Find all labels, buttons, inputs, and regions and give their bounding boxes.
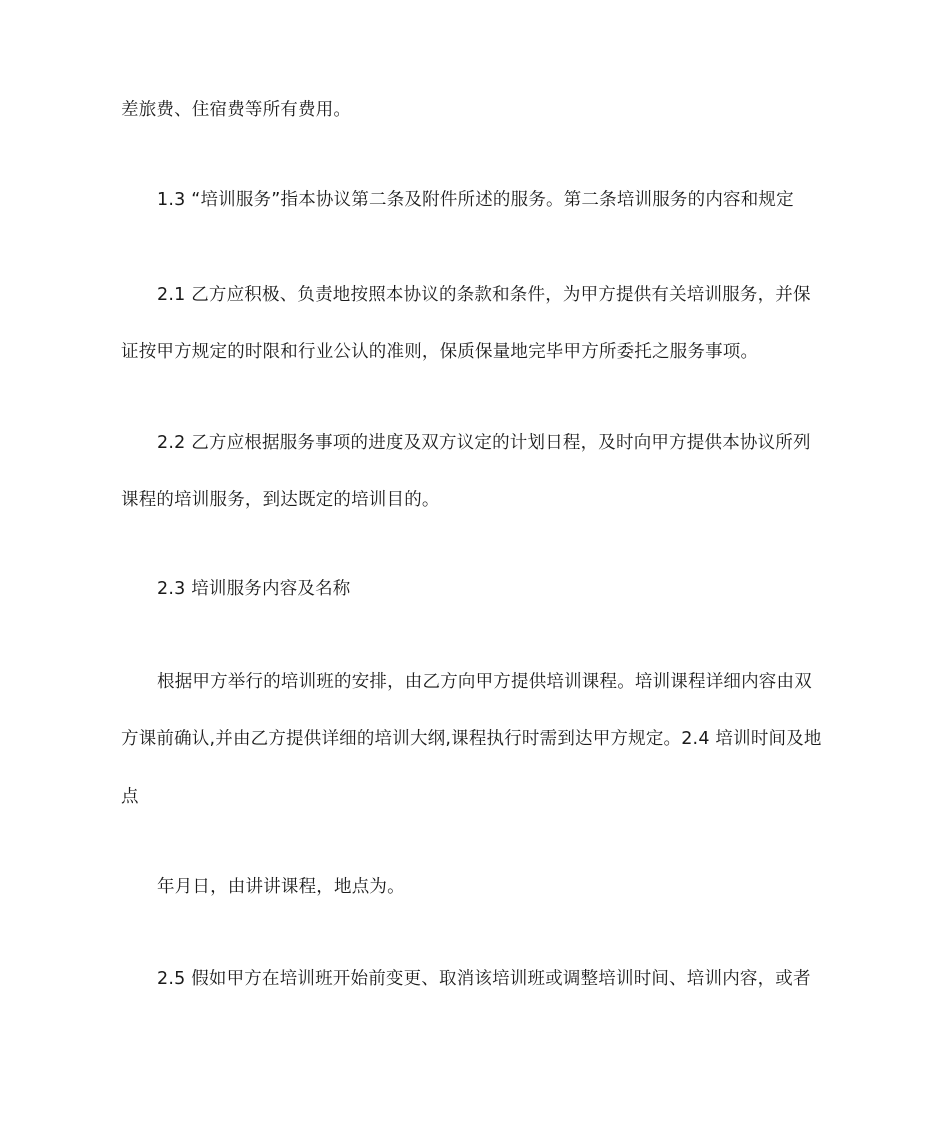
- text-line: 2.2 乙方应根据服务事项的进度及双方议定的计划日程，及时向甲方提供本协议所列: [157, 433, 811, 453]
- text-line: 年月日，由讲讲课程，地点为。: [157, 877, 405, 897]
- text-line: 1.3 “培训服务”指本协议第二条及附件所述的服务。第二条培训服务的内容和规定: [157, 190, 794, 210]
- text-line: 课程的培训服务，到达既定的培训目的。: [121, 490, 440, 510]
- text-line: 2.3 培训服务内容及名称: [157, 579, 351, 599]
- text-line: 2.5 假如甲方在培训班开始前变更、取消该培训班或调整培训时间、培训内容，或者: [157, 969, 811, 989]
- text-line: 证按甲方规定的时限和行业公认的准则，保质保量地完毕甲方所委托之服务事项。: [121, 342, 759, 362]
- text-line: 差旅费、住宿费等所有费用。: [121, 100, 352, 120]
- text-line: 点: [121, 787, 139, 807]
- text-line: 2.1 乙方应积极、负责地按照本协议的条款和条件，为甲方提供有关培训服务，并保: [157, 285, 811, 305]
- text-line: 方课前确认,并由乙方提供详细的培训大纲,课程执行时需到达甲方规定。2.4 培训时间及地: [121, 729, 822, 749]
- text-line: 根据甲方举行的培训班的安排，由乙方向甲方提供培训课程。培训课程详细内容由双: [157, 672, 812, 692]
